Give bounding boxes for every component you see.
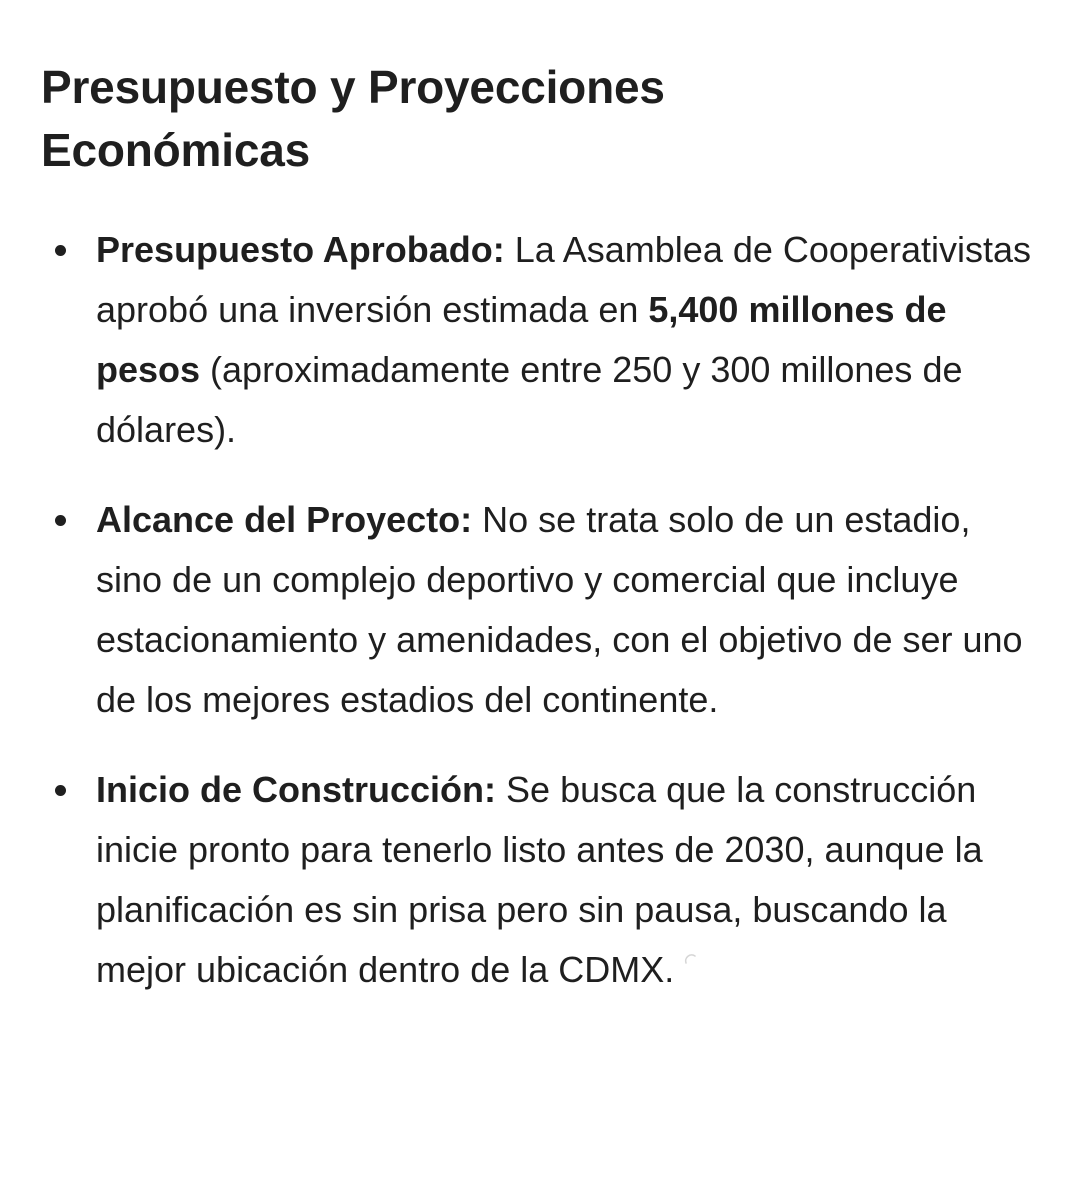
bullet-list — [41, 220, 1040, 1000]
bullet-label: Presupuesto Aprobado: — [96, 229, 505, 270]
bullet-text-continued: (aproximadamente entre 250 y 300 millones de dólares). — [96, 349, 963, 450]
section-heading-line2: Económicas — [41, 124, 310, 176]
bullet-text: Se busca que la construcción inicie pronto para tenerlo listo antes de 2030, aunque la planificación es sin prisa pero sin pausa, buscando la mejor ubicación dentro de la CDMX. — [96, 769, 983, 990]
bullet-label: Inicio de Construcción: — [96, 769, 497, 810]
bullet-emphasis: 5,400 millones de pesos — [96, 289, 947, 390]
list-item-alcance — [41, 490, 1040, 730]
list-item-inicio — [41, 760, 1040, 1000]
bullet-label: Alcance del Proyecto: — [96, 499, 473, 540]
bullet-dot-icon — [55, 785, 66, 796]
section-heading-line1: Presupuesto y Proyecciones — [41, 61, 665, 113]
bullet-text: La Asamblea de Cooperativistas aprobó una inversión estimada en — [96, 229, 1032, 330]
section-heading — [41, 56, 1040, 182]
bullet-text: No se trata solo de un estadio, sino de un complejo deportivo y comercial que incluye estacionamiento y amenidades, con el objetivo de ser uno de los mejores estadios del continente. — [96, 499, 1023, 720]
list-item-presupuesto — [41, 220, 1040, 460]
bullet-dot-icon — [55, 245, 66, 256]
source-link-icon[interactable] — [684, 954, 698, 968]
bullet-dot-icon — [55, 515, 66, 526]
